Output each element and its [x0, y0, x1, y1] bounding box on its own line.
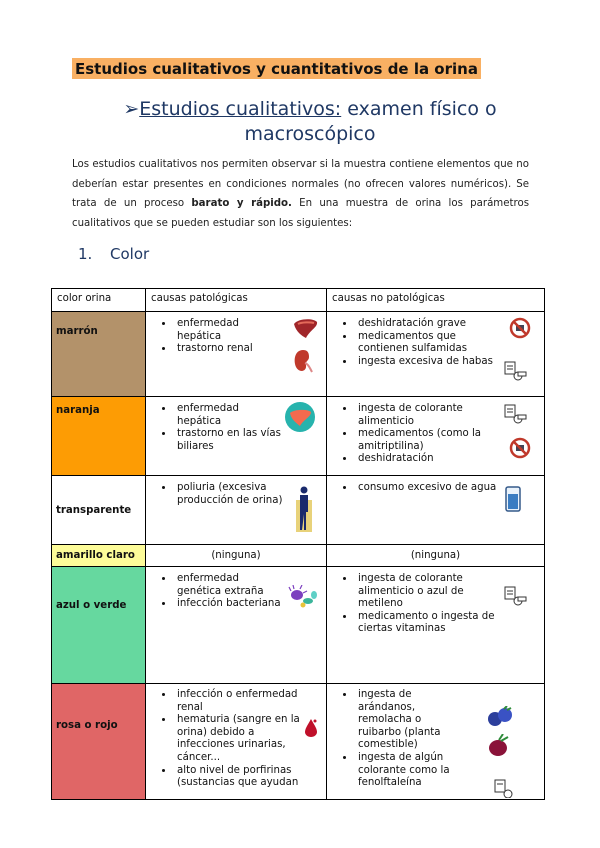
non-pathological-cell [327, 567, 545, 684]
list-item: • trastorno en las vías biliares [174, 428, 284, 453]
table-row [52, 684, 545, 800]
section-title [90, 97, 530, 147]
non-pathological-cell [327, 397, 545, 476]
list-item: • medicamentos que contienen sulfamidas [355, 331, 500, 356]
non-pathological-cell [327, 684, 545, 800]
non-pathological-cell: (ninguna) [327, 545, 545, 567]
no-drugs-icon [509, 317, 531, 339]
intro-text-2: En una muestra de orina los parámetros cualitativos que se pueden estudiar son los siguientes: [72, 198, 530, 229]
list-item: • ingesta de colorante alimenticio [355, 403, 500, 428]
pathological-cell [146, 397, 327, 476]
subheading-text: Color [110, 245, 150, 263]
blood-drop-icon [304, 718, 318, 738]
color-cell-transparente: transparente [52, 476, 146, 545]
list-item: • enfermedad hepática [174, 403, 284, 428]
section-title-rest: examen físico o macroscópico [244, 98, 497, 145]
color-cell-rosa-rojo: rosa o rojo [52, 684, 146, 800]
table-row [52, 312, 545, 397]
list-item: • ingesta excesiva de habas [355, 356, 500, 369]
gallbladder-icon [284, 401, 316, 433]
kidney-icon [292, 348, 314, 374]
color-cell-azul-verde: azul o verde [52, 567, 146, 684]
pathological-cell [146, 684, 327, 800]
list-item: • alto nivel de porfirinas (sustancias que ayudan [174, 765, 302, 790]
list-item: • ingesta de algún colorante como la fenolftaleína [355, 752, 465, 790]
intro-paragraph [72, 155, 529, 233]
color-cell-marron: marrón [52, 312, 146, 397]
header-pathological: causas patológicas [146, 289, 327, 312]
pills-icon [503, 585, 527, 607]
list-item: • infección o enfermedad renal [174, 689, 302, 714]
list-item: • medicamento o ingesta de ciertas vitaminas [355, 611, 500, 636]
table-header-row [52, 289, 545, 312]
intro-bold: barato y rápido. [191, 198, 292, 210]
non-pathological-cell [327, 312, 545, 397]
color-cell-naranja: naranja [52, 397, 146, 476]
header-color: color orina [52, 289, 146, 312]
table-row [52, 397, 545, 476]
list-item: • deshidratación [355, 453, 500, 466]
list-item: • ingesta de arándanos, remolacha o ruibarbo (planta comestible) [355, 689, 465, 752]
page-heading: Estudios cualitativos y cuantitativos de la orina [72, 58, 481, 79]
header-non-pathological: causas no patológicas [327, 289, 545, 312]
list-item: • deshidratación grave [355, 318, 500, 331]
urine-color-table [51, 288, 545, 800]
list-item: • ingesta de colorante alimenticio o azul de metileno [355, 573, 500, 611]
pathological-cell [146, 312, 327, 397]
pathological-cell [146, 567, 327, 684]
list-item: • consumo excesivo de agua [355, 482, 500, 495]
list-item: • enfermedad genética extraña [174, 573, 284, 598]
color-cell-amarillo-claro: amarillo claro [52, 545, 146, 567]
arrow-bullet-icon: ➢ [123, 98, 140, 120]
person-icon [296, 486, 312, 532]
list-item: • hematuria (sangre en la orina) debido a infecciones urinarias, cáncer... [174, 714, 302, 764]
table-row [52, 545, 545, 567]
pathological-cell: (ninguna) [146, 545, 327, 567]
pathological-cell [146, 476, 327, 545]
pills-icon [503, 403, 527, 425]
list-item: • poliuria (excesiva producción de orina) [174, 482, 284, 507]
list-item: • infección bacteriana [174, 598, 284, 611]
table-row [52, 476, 545, 545]
water-glass-icon [505, 486, 521, 512]
pills-icon [503, 360, 527, 382]
section-title-underlined: Estudios cualitativos: [139, 98, 342, 120]
liver-icon [292, 318, 318, 340]
pills-icon [493, 778, 517, 798]
non-pathological-cell [327, 476, 545, 545]
bacteria-icon [288, 585, 320, 609]
intro-text-1: Los estudios cualitativos nos permiten observar si la muestra contiene elementos que no deberían estar presentes en condiciones normales (no ofrecen valores numéricos). Se trata de un proceso [72, 159, 529, 210]
color-subheading [78, 245, 149, 263]
table-row [52, 567, 545, 684]
no-drugs-icon [509, 437, 531, 459]
blueberries-icon [487, 706, 513, 728]
subheading-number: 1. [78, 245, 93, 263]
list-item: • trastorno renal [174, 343, 284, 356]
beet-icon [487, 734, 511, 758]
list-item: • medicamentos (como la amitriptilina) [355, 428, 500, 453]
list-item: • enfermedad hepática [174, 318, 284, 343]
